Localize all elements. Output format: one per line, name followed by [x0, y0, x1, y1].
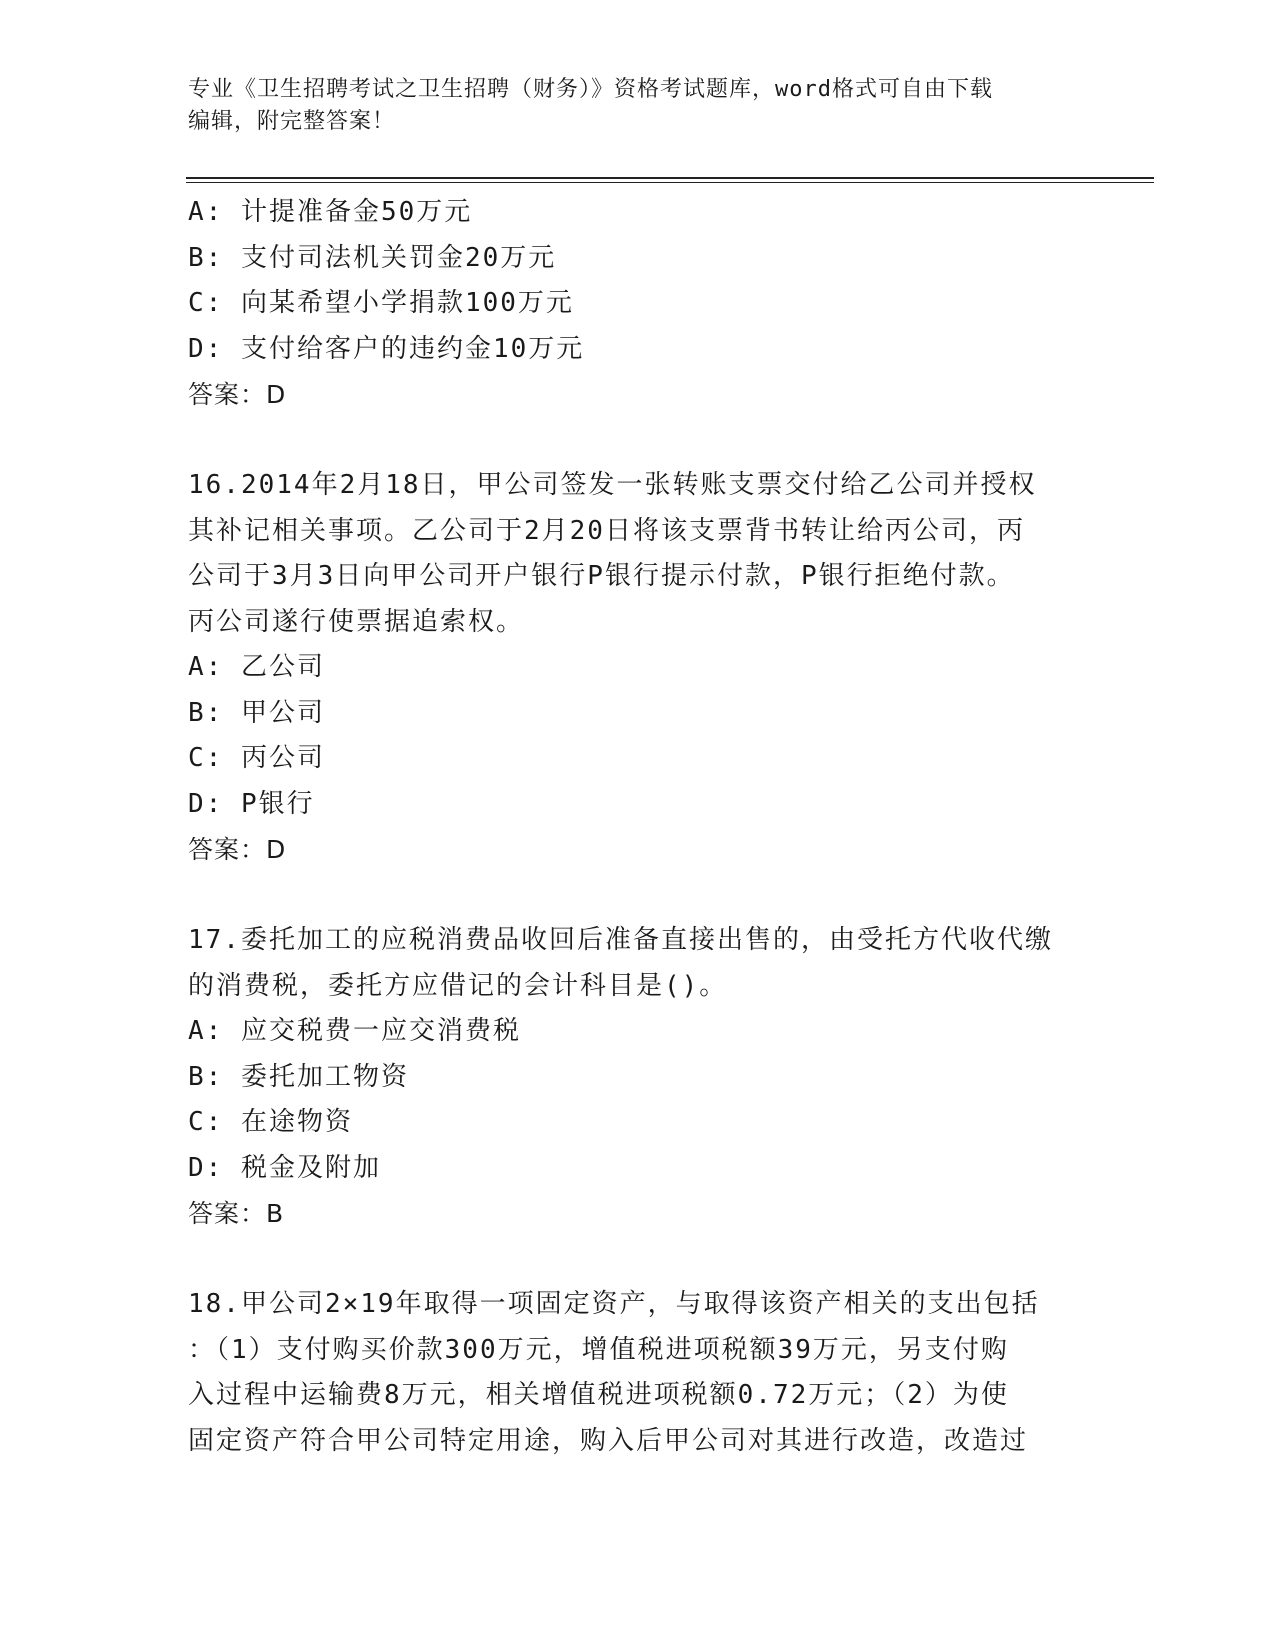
question-stem-line: 17.委托加工的应税消费品收回后准备直接出售的，由受托方代收代缴: [188, 925, 1053, 955]
document-header: [188, 74, 1088, 138]
question-15: [188, 190, 1088, 418]
spacer: [188, 1237, 1088, 1283]
header-divider-thin: [186, 182, 1154, 183]
question-stem-line: 16.2014年2月18日，甲公司签发一张转账支票交付给乙公司并授权: [188, 470, 1037, 500]
option-d: D: 支付给客户的违约金10万元: [188, 333, 585, 364]
question-stem-line: 丙公司遂行使票据追索权。: [188, 606, 525, 637]
option-b: B: 甲公司: [188, 697, 325, 728]
option-d: D: 税金及附加: [188, 1152, 381, 1183]
header-line-1: 专业《卫生招聘考试之卫生招聘（财务）》资格考试题库，word格式可自由下载: [188, 77, 993, 102]
answer-line: 答案：D: [188, 835, 287, 864]
question-17: [188, 918, 1088, 1237]
question-16: [188, 463, 1088, 873]
question-18: [188, 1282, 1088, 1464]
header-line-2: 编辑，附完整答案！: [188, 109, 396, 134]
option-b: B: 委托加工物资: [188, 1061, 409, 1092]
question-list: [188, 190, 1088, 1464]
option-c: C: 在途物资: [188, 1107, 353, 1137]
answer-line: 答案：D: [188, 380, 287, 409]
question-stem-line: 公司于3月3日向甲公司开户银行P银行提示付款，P银行拒绝付款。: [188, 561, 1015, 591]
answer-line: 答案：B: [188, 1199, 285, 1228]
option-a: A: 应交税费一应交消费税: [188, 1016, 521, 1046]
question-stem-line: 入过程中运输费8万元，相关增值税进项税额0.72万元；（2）为使: [188, 1380, 1009, 1410]
header-divider-thick: [186, 177, 1154, 179]
spacer: [188, 873, 1088, 919]
question-stem-line: 其补记相关事项。乙公司于2月20日将该支票背书转让给丙公司，丙: [188, 515, 1025, 546]
option-c: C: 向某希望小学捐款100万元: [188, 288, 574, 318]
option-a: A: 计提准备金50万元: [188, 197, 473, 227]
option-d: D: P银行: [188, 788, 315, 819]
question-stem-line: 的消费税，委托方应借记的会计科目是()。: [188, 970, 728, 1001]
option-c: C: 丙公司: [188, 743, 325, 773]
question-stem-line: ：（1）支付购买价款300万元，增值税进项税额39万元，另支付购: [188, 1334, 1009, 1365]
question-stem-line: 固定资产符合甲公司特定用途，购入后甲公司对其进行改造，改造过: [188, 1425, 1029, 1456]
option-a: A: 乙公司: [188, 652, 325, 682]
question-stem-line: 18.甲公司2×19年取得一项固定资产，与取得该资产相关的支出包括: [188, 1289, 1040, 1319]
spacer: [188, 418, 1088, 464]
option-b: B: 支付司法机关罚金20万元: [188, 242, 557, 273]
